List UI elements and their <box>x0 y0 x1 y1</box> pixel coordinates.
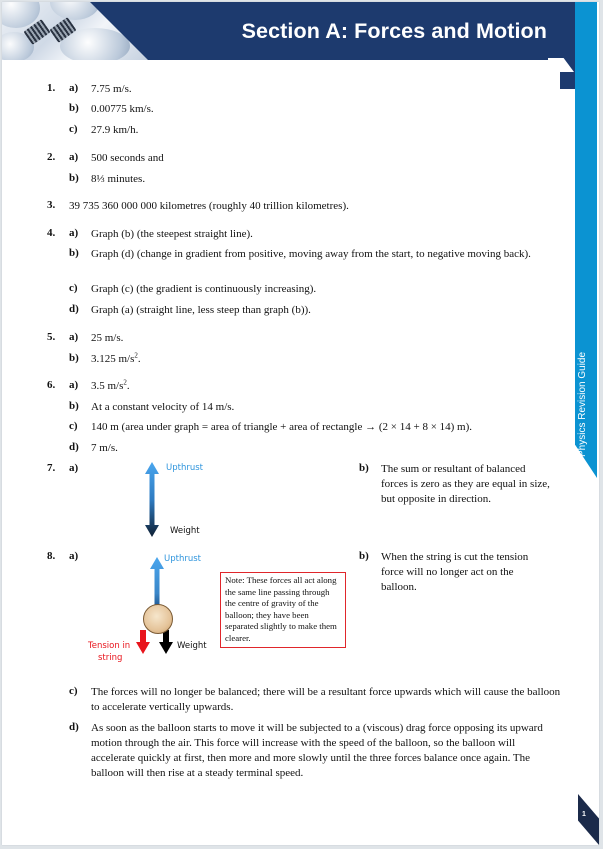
page-number: 1 <box>582 811 586 818</box>
tension-label: Tension in <box>88 641 131 651</box>
answer-text: When the string is cut the tension force will no longer act on the balloon. <box>381 551 529 593</box>
answer-text: Graph (a) (straight line, less steep than graph (b)). <box>91 304 311 316</box>
part-label: a) <box>69 379 79 391</box>
answer-text: The forces will no longer be balanced; there will be a resultant force upwards which will cause the balloon to accelerate vertically upwards. <box>91 686 561 713</box>
answer-text: 25 m/s. <box>91 332 124 344</box>
question-number: 7. <box>47 462 56 474</box>
part-label: a) <box>69 151 79 163</box>
question-number: 2. <box>47 151 56 163</box>
tension-label-line2: string <box>98 653 123 663</box>
part-label: b) <box>359 462 369 474</box>
part-label: c) <box>69 123 78 135</box>
part-label: c) <box>69 420 78 432</box>
part-label: a) <box>69 227 79 239</box>
part-label: c) <box>69 685 78 697</box>
question-number: 8. <box>47 550 56 562</box>
answer-text: Graph (c) (the gradient is continuously increasing). <box>91 283 317 295</box>
guide-title-vertical: Physics Revision Guide <box>577 351 588 457</box>
answer-text: 39 735 360 000 000 kilometres (roughly 40 trillion kilometres). <box>69 200 349 212</box>
answer-text: 0.00775 km/s. <box>91 103 154 115</box>
part-label: a) <box>69 331 79 343</box>
part-label: a) <box>69 82 79 94</box>
question-number: 1. <box>47 82 56 94</box>
upthrust-label: Upthrust <box>164 554 201 564</box>
balanced-forces-arrow-icon <box>142 462 162 537</box>
part-label: b) <box>69 102 79 114</box>
part-label: b) <box>69 400 79 412</box>
part-label: c) <box>69 282 78 294</box>
part-label: d) <box>69 441 79 453</box>
question-number: 5. <box>47 331 56 343</box>
header-right-block <box>560 2 575 89</box>
answer-text: Graph (b) (the steepest straight line). <box>91 228 253 240</box>
document-page <box>2 2 599 845</box>
page-number-tab <box>578 794 599 845</box>
tension-arrow-icon <box>135 630 151 654</box>
part-label: b) <box>69 352 79 364</box>
answer-text: 7 m/s. <box>91 442 118 454</box>
part-label: b) <box>359 550 369 562</box>
upthrust-arrow-icon <box>147 557 167 609</box>
weight-label: Weight <box>170 526 200 536</box>
balloon-icon <box>143 604 173 634</box>
upthrust-label: Upthrust <box>166 463 203 473</box>
part-label: a) <box>69 550 79 562</box>
answer-text: The sum or resultant of balanced forces is zero as they are equal in size, but opposite in direction. <box>381 463 550 505</box>
answer-text: 500 seconds and <box>91 152 164 164</box>
answer-text: 3.125 $m/s^2$. <box>91 351 141 365</box>
answer-text: 140 m (area under graph = area of triangle + area of rectangle → (2 × 14 + 8 × 14) m). <box>91 421 473 433</box>
page-title: Section A: Forces and Motion <box>241 19 547 43</box>
question-number: 6. <box>47 379 56 391</box>
answer-text: 7.75 m/s. <box>91 83 132 95</box>
question-number: 4. <box>47 227 56 239</box>
question-number: 3. <box>47 199 56 211</box>
part-label: d) <box>69 721 79 733</box>
answer-text: At a constant velocity of 14 m/s. <box>91 401 235 413</box>
answer-text: 27.9 km/h. <box>91 124 139 136</box>
part-label: b) <box>69 247 79 259</box>
part-label: d) <box>69 303 79 315</box>
weight-label: Weight <box>177 641 207 651</box>
answer-text: 8⅓ minutes. <box>91 173 146 185</box>
note-box: Note: These forces all act along the same line passing through the centre of gravity of the balloon; they have been separated slightly to make them clearer. <box>220 572 346 648</box>
answer-text: 3.5 $m/s^2$. <box>91 378 130 392</box>
answer-text: Graph (d) (change in gradient from positive, moving away from the start, to negative moving back). <box>91 248 531 260</box>
part-label: a) <box>69 462 79 474</box>
answer-text: As soon as the balloon starts to move it will be subjected to a (viscous) drag force opposing its upward motion through the air. This force will increase with the speed of the balloon, so the balloon will accelerate quickly at first, then more and more slowly until the three forces balance once again. The balloon will then rise at a steady terminal speed. <box>91 722 543 779</box>
part-label: b) <box>69 172 79 184</box>
